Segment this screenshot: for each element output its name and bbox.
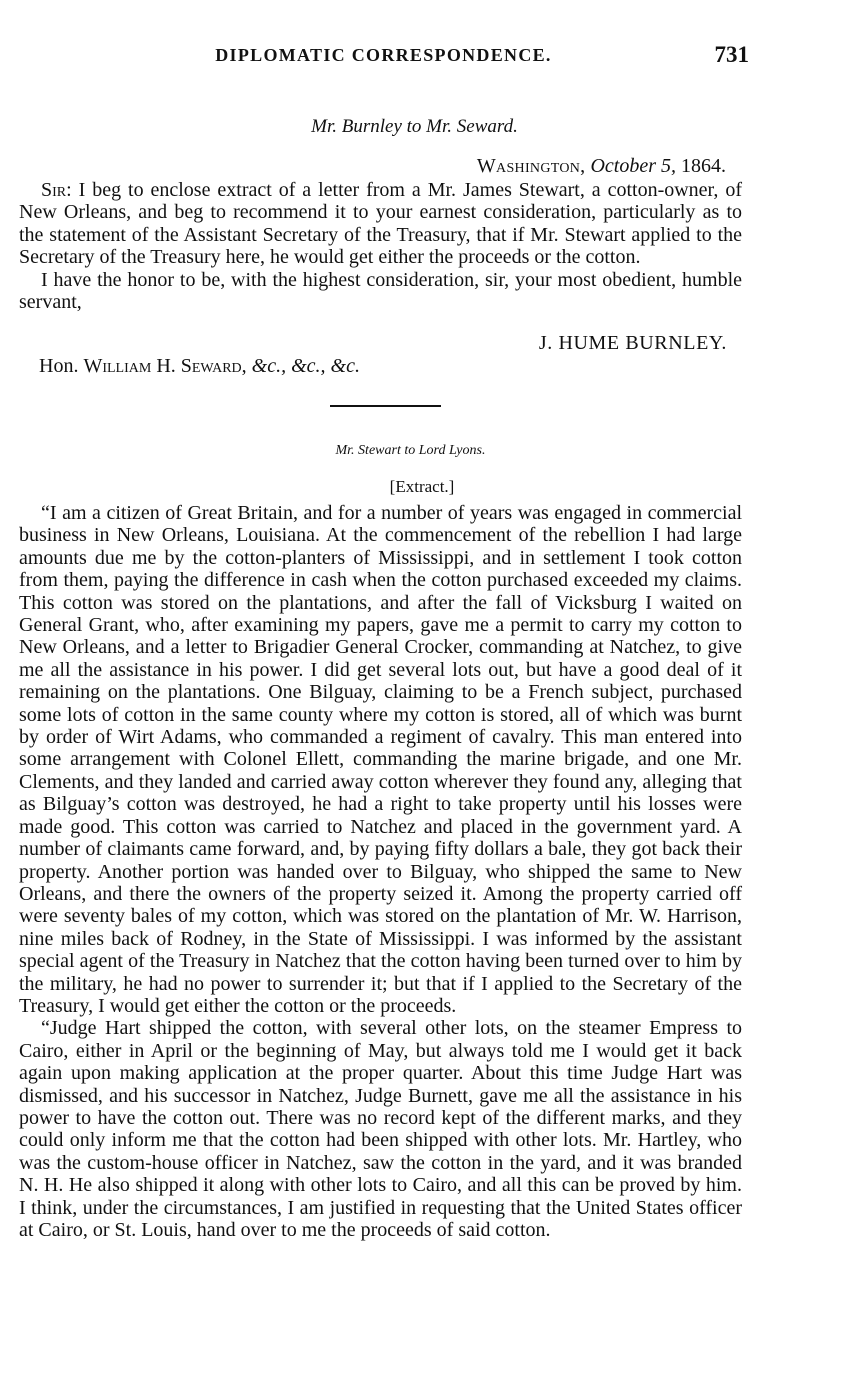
signature: J. HUME BURNLEY. bbox=[538, 332, 727, 354]
page-number: 731 bbox=[714, 42, 749, 67]
dateline-date: October 5, bbox=[590, 155, 676, 177]
running-title: DIPLOMATIC CORRESPONDENCE. bbox=[215, 45, 552, 65]
letter1-paragraph1-text: I beg to enclose extract of a letter from a Mr. James Stewart, a cotton-owner, of New Orleans, and beg to recommend it to your earnest consideration, particularly as to the statement of the Assistant Secretary of the Treasury, that if Mr. Stewart applied to the Secretary of the Treasury here, he would get either the proceeds or the cotton. bbox=[19, 179, 743, 269]
addressee-suffix: &c., &c., &c. bbox=[251, 355, 360, 377]
addressee-prefix: Hon. bbox=[39, 355, 79, 377]
letter2-paragraph1: “I am a citizen of Great Britain, and for a number of years was engaged in commercial business in New Orleans, Louisiana. At the commencement of the rebellion I had large amounts due me by the cotton-planters of Mississippi, and in settlement I took cotton from them, paying the difference in cash when the cotton purchased exceeded my claims. This cotton was stored on the plantations, and after the fall of Vicksburg I waited on General Grant, who, after examining my papers, gave me a permit to carry my cotton to New Orleans, and a letter to Brigadier General Crocker, commanding at Natchez, to give me all the assistance in his power. I did get several lots out, but have a good deal of it remaining on the plantations. One Bilguay, claiming to be a French subject, purchased some lots of cotton in the same county where my cotton is stored, all of which was burnt by order of Wirt Adams, who commanded a regiment of cavalry. This man entered into some arrangement with Colonel Ellett, commanding the marine brigade, and one Mr. Clements, and they landed and carried away cotton wherever they found any, alleging that as Bilguay’s cotton was destroyed, he had a right to take property until his losses were made good. This cotton was carried to Natchez and placed in the government yard. A number of claimants came forward, and, by paying fifty dollars a bale, they got back their property. Another portion was handed over to Bilguay, who shipped the same to New Orleans, and there the owners of the property seized it. Among the property carried off were seventy bales of my cotton, which was stored on the plantation of Mr. W. Harrison, nine miles back of Rodney, in the State of Mississippi. I was informed by the assistant special agent of the Treasury in Natchez that the cotton having been turned over to him by the military, he had no power to surrender it; but that if I applied to the Secretary of the Treasury, I would get either the cotton or the proceeds. bbox=[19, 502, 742, 1017]
addressee-name: William H. Seward, bbox=[83, 355, 247, 377]
section-divider bbox=[330, 405, 441, 407]
letter1-body bbox=[19, 179, 742, 313]
dateline-place: Washington, bbox=[476, 155, 586, 177]
addressee bbox=[39, 355, 360, 378]
letter1-paragraph bbox=[19, 179, 742, 269]
letter1-dateline bbox=[477, 155, 726, 178]
letter2-paragraph2: “Judge Hart shipped the cotton, with several other lots, on the steamer Empress to Cairo, either in April or the beginning of May, but always told me I would get it back again upon making application at the proper quarter. About this time Judge Hart was dismissed, and his successor in Natchez, Judge Burnett, gave me all the assistance in his power to have the cotton out. There was no record kept of the different marks, and they could only inform me that the cotton had been shipped with other lots. Mr. Hartley, who was the custom-house officer in Natchez, saw the cotton in the yard, and it was branded N. H. He also shipped it along with other lots to Cairo, and all this can be proved by him. I think, under the circumstances, I am justified in requesting that the United States officer at Cairo, or St. Louis, hand over to me the proceeds of said cotton. bbox=[19, 1017, 742, 1241]
salutation: Sir: bbox=[41, 179, 72, 201]
letter2-body bbox=[19, 502, 742, 1241]
letter2-heading: Mr. Stewart to Lord Lyons. bbox=[335, 443, 486, 458]
letter1-closing: I have the honor to be, with the highest consideration, sir, your most obedient, humble servant, bbox=[19, 268, 742, 314]
extract-label: [Extract.] bbox=[389, 477, 455, 496]
dateline-year: 1864. bbox=[681, 155, 726, 177]
letter1-heading: Mr. Burnley to Mr. Seward. bbox=[311, 116, 518, 137]
